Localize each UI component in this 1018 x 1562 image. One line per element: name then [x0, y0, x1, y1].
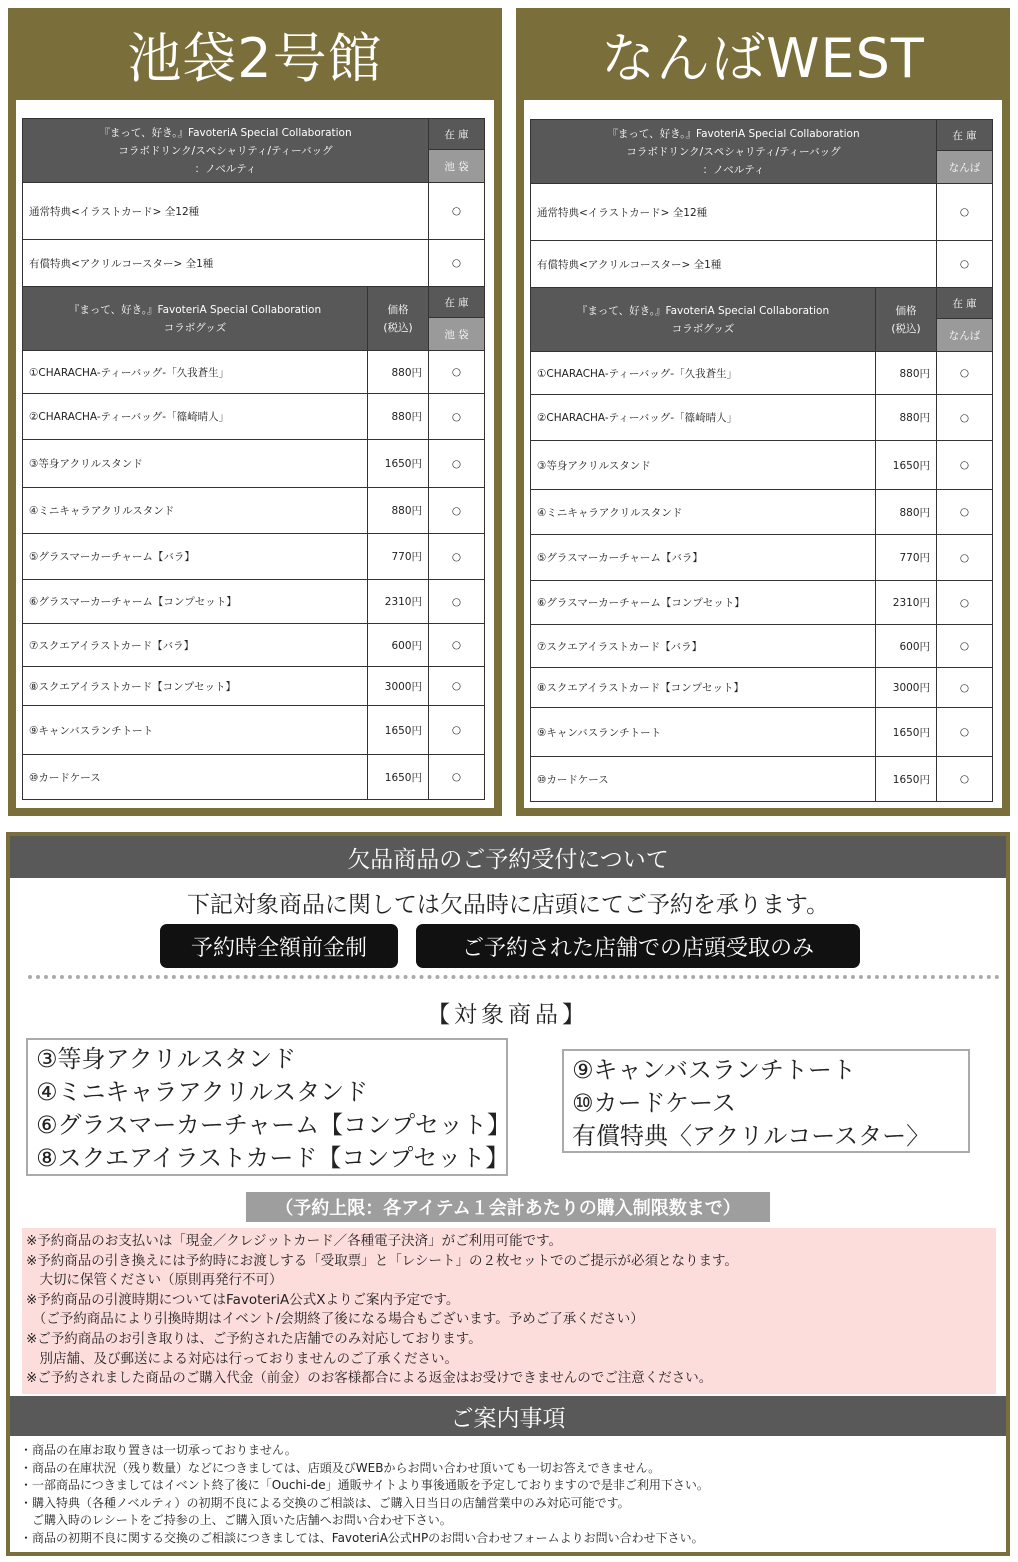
stock-mark: ○	[429, 488, 485, 534]
price-header-line: (税込)	[383, 321, 413, 334]
stock-mark: ○	[429, 667, 485, 706]
stock-mark: ○	[429, 351, 485, 394]
goods-price: 1650円	[368, 755, 429, 800]
list-item: ⑨キャンバスランチトート	[572, 1056, 856, 1084]
table-row	[531, 757, 993, 802]
stock-mark: ○	[937, 581, 993, 625]
goods-price: 880円	[368, 394, 429, 440]
drink-header-line: 『まって、好き。』FavoteriA Special Collaboration	[607, 127, 860, 140]
stock-mark: ○	[429, 624, 485, 667]
pickup-badge: ご予約された店舗での店頭受取のみ	[416, 924, 860, 968]
list-item: ⑧スクエアイラストカード【コンプセット】	[36, 1144, 510, 1172]
goods-header-line: 『まって、好き。』FavoteriA Special Collaboration	[576, 304, 830, 317]
goods-header-line: コラボグッズ	[671, 322, 735, 335]
goods-header	[23, 287, 368, 351]
drink-header-line: 『まって、好き。』FavoteriA Special Collaboration	[99, 126, 352, 139]
stock-mark: ○	[937, 625, 993, 668]
price-header	[876, 288, 937, 352]
table-row	[23, 394, 485, 440]
goods-name: ⑤グラスマーカーチャーム【バラ】	[531, 535, 876, 581]
note-line: 大切に保管ください（原則再発行不可）	[26, 1272, 283, 1289]
goods-name: ③等身アクリルスタンド	[23, 440, 368, 488]
prepay-badge: 予約時全額前金制	[160, 924, 398, 968]
stock-label: 在 庫	[429, 287, 485, 318]
stock-label: 在 庫	[429, 119, 485, 150]
drink-header-line: ：ノベルティ	[194, 162, 257, 175]
guide-item: ・購入特典（各種ノベルティ）の初期不良による交換のご相談は、ご購入日当日の店舗営業中のみ対応可能です。	[20, 1495, 630, 1510]
goods-name: ⑨キャンバスランチトート	[23, 706, 368, 755]
stock-mark: ○	[429, 706, 485, 755]
store-title: なんばWEST	[601, 26, 925, 90]
stock-label: 在 庫	[937, 120, 993, 151]
stock-mark: ○	[937, 535, 993, 581]
guide-item: ご購入時のレシートをご持参の上、ご購入頂いた店舗へお問い合わせ下さい。	[20, 1513, 452, 1527]
reservation-notice-body	[10, 836, 1006, 1552]
drink-header	[23, 119, 429, 183]
goods-name: ②CHARACHA-ティーバッグ-「篠崎晴人」	[23, 394, 368, 440]
goods-price: 600円	[876, 625, 937, 668]
table-row	[531, 625, 993, 668]
table-row	[531, 490, 993, 535]
stock-mark: ○	[937, 441, 993, 490]
reservation-title: 欠品商品のご予約受付について	[10, 836, 1006, 878]
target-list-right	[562, 1049, 970, 1153]
goods-name: ④ミニキャラアクリルスタンド	[23, 488, 368, 534]
stock-mark: ○	[937, 184, 993, 241]
novelty-name: 通常特典<イラストカード> 全12種	[531, 184, 937, 241]
table-row	[23, 706, 485, 755]
table-row	[23, 580, 485, 624]
note-line: ※予約商品の引き換えには予約時にお渡しする「受取票」と「レシート」の２枚セットでのご提示が必須となります。	[26, 1252, 738, 1269]
note-line: 別店舗、及び郵送による対応は行っておりませんのご了承ください。	[26, 1350, 458, 1367]
goods-name: ⑨キャンバスランチトート	[531, 708, 876, 757]
price-header-line: (税込)	[891, 322, 921, 335]
goods-price: 2310円	[876, 581, 937, 625]
guide-title: ご案内事項	[10, 1396, 1006, 1436]
drink-header-line: ：ノベルティ	[702, 163, 765, 176]
novelty-name: 有償特典<アクリルコースター> 全1種	[23, 240, 429, 287]
table-row	[531, 535, 993, 581]
goods-name: ⑧スクエアイラストカード【コンプセット】	[23, 667, 368, 706]
store-stock-area	[524, 100, 1002, 808]
target-products-title: 【対象商品】	[427, 1002, 589, 1028]
goods-price: 1650円	[368, 706, 429, 755]
stock-mark: ○	[937, 395, 993, 441]
goods-price: 1650円	[876, 441, 937, 490]
goods-price: 3000円	[876, 668, 937, 708]
reservation-intro: 下記対象商品に関しては欠品時に店頭にてご予約を承ります。	[186, 892, 830, 918]
stock-mark: ○	[937, 490, 993, 535]
store-label: 池 袋	[429, 150, 485, 183]
stock-mark: ○	[937, 241, 993, 288]
table-row	[23, 755, 485, 800]
goods-name: ⑩カードケース	[531, 757, 876, 802]
guide-item: ・商品の在庫お取り置きは一切承っておりません。	[20, 1443, 297, 1457]
store-panel-namba	[516, 8, 1010, 816]
goods-price: 880円	[876, 395, 937, 441]
dotted-divider	[28, 975, 1000, 979]
stock-mark: ○	[937, 757, 993, 802]
stock-mark: ○	[429, 440, 485, 488]
goods-name: ⑩カードケース	[23, 755, 368, 800]
goods-name: ⑦スクエアイラストカード【バラ】	[531, 625, 876, 668]
stock-table	[530, 119, 993, 802]
goods-header-line: 『まって、好き。』FavoteriA Special Collaboration	[68, 303, 322, 316]
guide-list	[20, 1442, 709, 1547]
store-label: なんば	[937, 151, 993, 184]
table-row	[23, 534, 485, 580]
table-row	[23, 488, 485, 534]
novelty-name: 有償特典<アクリルコースター> 全1種	[531, 241, 937, 288]
stock-mark: ○	[429, 534, 485, 580]
purchase-limit-note: （予約上限：各アイテム１会計あたりの購入制限数まで）	[246, 1192, 770, 1222]
store-title: 池袋2号館	[127, 26, 383, 90]
stock-table	[22, 118, 485, 800]
price-header-line: 価格	[387, 303, 409, 316]
note-line: ※ご予約商品のお引き取りは、ご予約された店舗でのみ対応しております。	[26, 1330, 482, 1347]
goods-header-line: コラボグッズ	[163, 321, 227, 334]
guide-item: ・商品の初期不良に関する交換のご相談につきましては、FavoteriA公式HPのお問い合わせフォームよりお問い合わせ下さい。	[20, 1530, 704, 1545]
table-row	[23, 667, 485, 706]
goods-price: 770円	[368, 534, 429, 580]
goods-name: ②CHARACHA-ティーバッグ-「篠崎晴人」	[531, 395, 876, 441]
store-panel-ikebukuro	[8, 8, 502, 816]
goods-name: ③等身アクリルスタンド	[531, 441, 876, 490]
goods-name: ⑧スクエアイラストカード【コンプセット】	[531, 668, 876, 708]
drink-header-line: コラボドリンク/スペシャリティ/ティーバッグ	[118, 144, 333, 157]
drink-header	[531, 120, 937, 184]
drink-header-line: コラボドリンク/スペシャリティ/ティーバッグ	[626, 145, 841, 158]
stock-mark: ○	[429, 183, 485, 240]
store-label: なんば	[937, 319, 993, 352]
reservation-notes	[22, 1228, 996, 1394]
stock-mark: ○	[429, 755, 485, 800]
stock-mark: ○	[429, 394, 485, 440]
goods-price: 1650円	[368, 440, 429, 488]
table-row	[531, 581, 993, 625]
goods-header	[531, 288, 876, 352]
guide-item: ・商品の在庫状況（残り数量）などにつきましては、店頭及びWEBからお問い合わせ頂いても一切お答えできません。	[20, 1460, 661, 1475]
price-header	[368, 287, 429, 351]
stock-mark: ○	[937, 352, 993, 395]
goods-price: 880円	[876, 490, 937, 535]
table-row	[531, 441, 993, 490]
goods-price: 2310円	[368, 580, 429, 624]
reservation-notice-panel	[6, 832, 1010, 1556]
goods-name: ⑥グラスマーカーチャーム【コンプセット】	[531, 581, 876, 625]
goods-price: 880円	[876, 352, 937, 395]
list-item: ③等身アクリルスタンド	[36, 1045, 297, 1073]
goods-price: 3000円	[368, 667, 429, 706]
list-item: ④ミニキャラアクリルスタンド	[36, 1078, 369, 1106]
list-item: 有償特典〈アクリルコースター〉	[572, 1122, 931, 1150]
goods-name: ⑦スクエアイラストカード【バラ】	[23, 624, 368, 667]
novelty-name: 通常特典<イラストカード> 全12種	[23, 183, 429, 240]
store-label: 池 袋	[429, 318, 485, 351]
goods-name: ⑤グラスマーカーチャーム【バラ】	[23, 534, 368, 580]
goods-price: 880円	[368, 351, 429, 394]
table-row	[23, 351, 485, 394]
goods-name: ④ミニキャラアクリルスタンド	[531, 490, 876, 535]
stock-mark: ○	[429, 240, 485, 287]
stock-mark: ○	[429, 580, 485, 624]
goods-price: 770円	[876, 535, 937, 581]
table-row	[23, 624, 485, 667]
goods-price: 1650円	[876, 757, 937, 802]
stock-mark: ○	[937, 668, 993, 708]
note-line: （ご予約商品により引換時期はイベント/会期終了後になる場合もございます。予めご了承ください）	[26, 1311, 644, 1328]
goods-price: 1650円	[876, 708, 937, 757]
note-line: ※予約商品のお支払いは「現金／クレジットカード／各種電子決済」がご利用可能です。	[26, 1233, 562, 1249]
stock-mark: ○	[937, 708, 993, 757]
stock-label: 在 庫	[937, 288, 993, 319]
table-row	[531, 395, 993, 441]
price-header-line: 価格	[895, 304, 917, 317]
table-row	[531, 708, 993, 757]
table-row	[23, 440, 485, 488]
goods-name: ⑥グラスマーカーチャーム【コンプセット】	[23, 580, 368, 624]
goods-name: ①CHARACHA-ティーバッグ-「久我蒼生」	[531, 352, 876, 395]
goods-name: ①CHARACHA-ティーバッグ-「久我蒼生」	[23, 351, 368, 394]
list-item: ⑩カードケース	[572, 1089, 736, 1117]
goods-price: 880円	[368, 488, 429, 534]
note-line: ※予約商品の引渡時期についてはFavoteriA公式Xよりご案内予定です。	[26, 1291, 460, 1308]
guide-item: ・一部商品につきましてはイベント終了後に「Ouchi-de」通販サイトより事後通販を予定しておりますので是非ご利用下さい。	[20, 1478, 709, 1492]
target-list-left	[26, 1038, 511, 1176]
list-item: ⑥グラスマーカーチャーム【コンプセット】	[36, 1111, 511, 1139]
goods-price: 600円	[368, 624, 429, 667]
store-stock-area	[16, 100, 494, 808]
table-row	[531, 352, 993, 395]
table-row	[531, 668, 993, 708]
note-line: ※ご予約されました商品のご購入代金（前金）のお客様都合による返金はお受けできませんのでご注意ください。	[26, 1370, 713, 1387]
